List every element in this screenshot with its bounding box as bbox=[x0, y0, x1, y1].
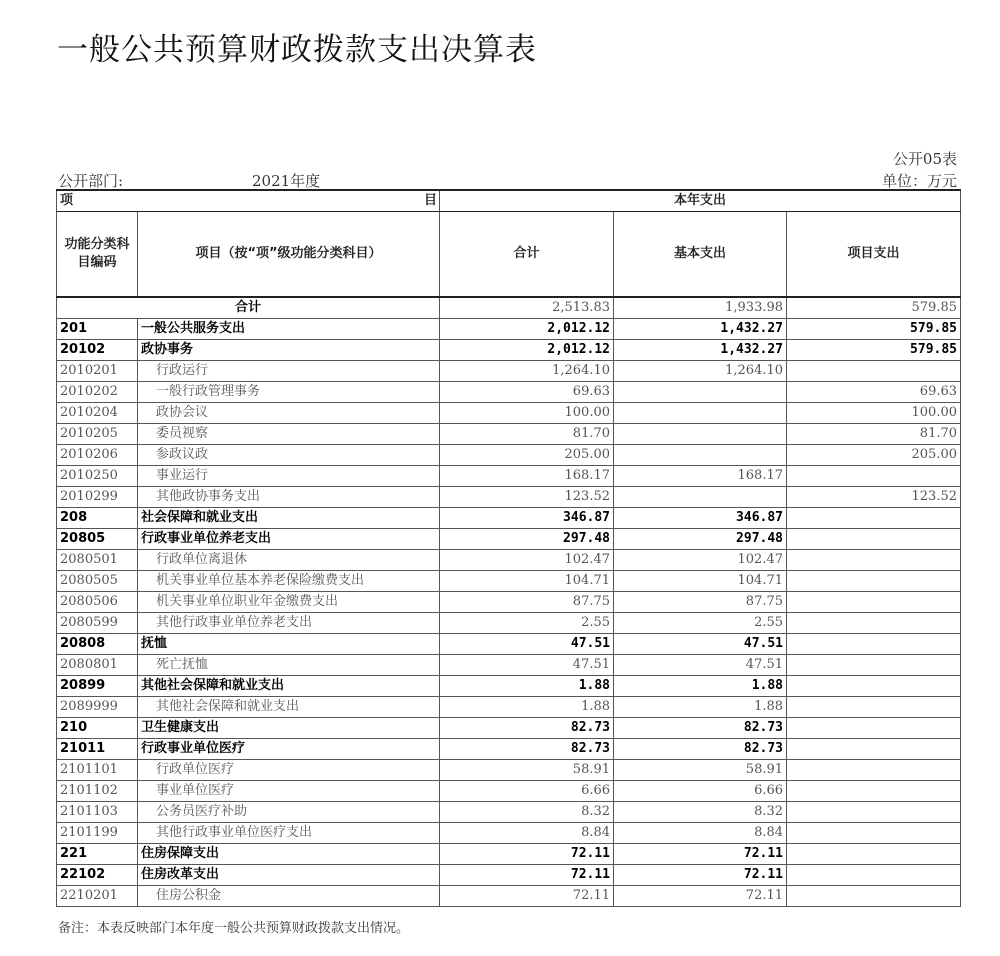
header-project: 项目支出 bbox=[787, 212, 961, 298]
row-code: 2080501 bbox=[57, 550, 138, 571]
row-basic bbox=[614, 424, 787, 445]
row-project bbox=[787, 592, 961, 613]
row-name: 其他社会保障和就业支出 bbox=[138, 697, 440, 718]
row-basic: 2.55 bbox=[614, 613, 787, 634]
row-code: 2101103 bbox=[57, 802, 138, 823]
row-total: 1.88 bbox=[440, 697, 614, 718]
row-project: 81.70 bbox=[787, 424, 961, 445]
row-project bbox=[787, 676, 961, 697]
row-name: 一般公共服务支出 bbox=[138, 319, 440, 340]
total-label: 合计 bbox=[57, 297, 440, 319]
row-code: 2101101 bbox=[57, 760, 138, 781]
row-basic: 82.73 bbox=[614, 739, 787, 760]
header-total: 合计 bbox=[440, 212, 614, 298]
row-basic bbox=[614, 403, 787, 424]
row-code: 2080505 bbox=[57, 571, 138, 592]
row-name: 事业运行 bbox=[138, 466, 440, 487]
row-total: 69.63 bbox=[440, 382, 614, 403]
row-basic: 6.66 bbox=[614, 781, 787, 802]
table-row bbox=[57, 361, 961, 382]
header-item: 项目（按“项”级功能分类科目） bbox=[138, 212, 440, 298]
row-name: 行政运行 bbox=[138, 361, 440, 382]
row-basic: 1,432.27 bbox=[614, 319, 787, 340]
row-total: 72.11 bbox=[440, 886, 614, 907]
table-row bbox=[57, 403, 961, 424]
fiscal-year: 2021年度 bbox=[252, 172, 321, 190]
row-name: 行政事业单位医疗 bbox=[138, 739, 440, 760]
table-row bbox=[57, 865, 961, 886]
row-name: 其他行政事业单位养老支出 bbox=[138, 613, 440, 634]
row-project bbox=[787, 760, 961, 781]
table-row bbox=[57, 424, 961, 445]
row-code: 2080599 bbox=[57, 613, 138, 634]
row-code: 22102 bbox=[57, 865, 138, 886]
row-name: 机关事业单位基本养老保险缴费支出 bbox=[138, 571, 440, 592]
row-total: 47.51 bbox=[440, 655, 614, 676]
row-project: 123.52 bbox=[787, 487, 961, 508]
row-name: 委员视察 bbox=[138, 424, 440, 445]
footnote: 备注：本表反映部门本年度一般公共预算财政拨款支出情况。 bbox=[58, 921, 410, 936]
row-basic: 1,264.10 bbox=[614, 361, 787, 382]
page-title: 一般公共预算财政拨款支出决算表 bbox=[57, 32, 537, 68]
header-this-year: 本年支出 bbox=[440, 190, 961, 212]
row-basic: 47.51 bbox=[614, 655, 787, 676]
row-basic bbox=[614, 382, 787, 403]
row-name: 其他社会保障和就业支出 bbox=[138, 676, 440, 697]
row-total: 2.55 bbox=[440, 613, 614, 634]
row-project bbox=[787, 613, 961, 634]
row-project: 100.00 bbox=[787, 403, 961, 424]
table-row bbox=[57, 319, 961, 340]
row-code: 2010205 bbox=[57, 424, 138, 445]
row-code: 20899 bbox=[57, 676, 138, 697]
row-code: 2101199 bbox=[57, 823, 138, 844]
unit-label: 单位：万元 bbox=[881, 172, 957, 190]
row-project bbox=[787, 571, 961, 592]
row-code: 2010201 bbox=[57, 361, 138, 382]
row-total: 346.87 bbox=[440, 508, 614, 529]
row-total: 6.66 bbox=[440, 781, 614, 802]
row-project bbox=[787, 634, 961, 655]
table-row bbox=[57, 655, 961, 676]
row-code: 2080801 bbox=[57, 655, 138, 676]
table-row bbox=[57, 844, 961, 865]
row-name: 事业单位医疗 bbox=[138, 781, 440, 802]
table-row bbox=[57, 550, 961, 571]
row-code: 21011 bbox=[57, 739, 138, 760]
row-total: 123.52 bbox=[440, 487, 614, 508]
header-row-2 bbox=[57, 212, 961, 298]
row-name: 住房保障支出 bbox=[138, 844, 440, 865]
row-code: 2080506 bbox=[57, 592, 138, 613]
table-row bbox=[57, 802, 961, 823]
header-xiang: 项 bbox=[60, 193, 74, 208]
row-project bbox=[787, 802, 961, 823]
row-name: 公务员医疗补助 bbox=[138, 802, 440, 823]
row-code: 2010204 bbox=[57, 403, 138, 424]
table-row bbox=[57, 697, 961, 718]
row-code: 20808 bbox=[57, 634, 138, 655]
table-row bbox=[57, 466, 961, 487]
row-project: 205.00 bbox=[787, 445, 961, 466]
row-project: 579.85 bbox=[787, 319, 961, 340]
row-basic: 1.88 bbox=[614, 697, 787, 718]
row-basic: 8.84 bbox=[614, 823, 787, 844]
total-basic: 1,933.98 bbox=[614, 297, 787, 319]
row-name: 一般行政管理事务 bbox=[138, 382, 440, 403]
row-basic: 58.91 bbox=[614, 760, 787, 781]
row-project bbox=[787, 466, 961, 487]
row-total: 87.75 bbox=[440, 592, 614, 613]
row-code: 2010299 bbox=[57, 487, 138, 508]
row-basic: 82.73 bbox=[614, 718, 787, 739]
row-project bbox=[787, 361, 961, 382]
expenditure-table bbox=[56, 189, 961, 907]
row-project bbox=[787, 781, 961, 802]
row-basic: 297.48 bbox=[614, 529, 787, 550]
row-name: 行政单位离退休 bbox=[138, 550, 440, 571]
row-basic: 72.11 bbox=[614, 886, 787, 907]
row-total: 8.84 bbox=[440, 823, 614, 844]
row-total: 2,012.12 bbox=[440, 340, 614, 361]
row-project bbox=[787, 886, 961, 907]
row-total: 1.88 bbox=[440, 676, 614, 697]
table-row bbox=[57, 445, 961, 466]
row-project bbox=[787, 508, 961, 529]
row-name: 其他政协事务支出 bbox=[138, 487, 440, 508]
table-row bbox=[57, 529, 961, 550]
row-project bbox=[787, 718, 961, 739]
row-total: 82.73 bbox=[440, 718, 614, 739]
row-basic bbox=[614, 487, 787, 508]
row-code: 2101102 bbox=[57, 781, 138, 802]
total-project: 579.85 bbox=[787, 297, 961, 319]
table-row bbox=[57, 718, 961, 739]
form-number: 公开05表 bbox=[892, 150, 957, 168]
row-basic bbox=[614, 445, 787, 466]
row-total: 102.47 bbox=[440, 550, 614, 571]
row-project bbox=[787, 823, 961, 844]
header-row-1 bbox=[57, 190, 961, 212]
row-project: 69.63 bbox=[787, 382, 961, 403]
row-basic: 72.11 bbox=[614, 865, 787, 886]
table-row bbox=[57, 571, 961, 592]
row-name: 机关事业单位职业年金缴费支出 bbox=[138, 592, 440, 613]
table-row bbox=[57, 634, 961, 655]
row-basic: 104.71 bbox=[614, 571, 787, 592]
row-basic: 1.88 bbox=[614, 676, 787, 697]
row-name: 卫生健康支出 bbox=[138, 718, 440, 739]
row-project bbox=[787, 550, 961, 571]
row-name: 住房改革支出 bbox=[138, 865, 440, 886]
table-row bbox=[57, 592, 961, 613]
row-basic: 72.11 bbox=[614, 844, 787, 865]
table-row bbox=[57, 382, 961, 403]
row-name: 住房公积金 bbox=[138, 886, 440, 907]
row-basic: 102.47 bbox=[614, 550, 787, 571]
row-code: 2010206 bbox=[57, 445, 138, 466]
table-row bbox=[57, 781, 961, 802]
row-project bbox=[787, 529, 961, 550]
row-code: 20102 bbox=[57, 340, 138, 361]
row-total: 205.00 bbox=[440, 445, 614, 466]
row-code: 221 bbox=[57, 844, 138, 865]
row-code: 208 bbox=[57, 508, 138, 529]
table-row bbox=[57, 613, 961, 634]
header-basic: 基本支出 bbox=[614, 212, 787, 298]
row-name: 政协会议 bbox=[138, 403, 440, 424]
row-code: 2089999 bbox=[57, 697, 138, 718]
row-total: 8.32 bbox=[440, 802, 614, 823]
total-total: 2,513.83 bbox=[440, 297, 614, 319]
row-project bbox=[787, 697, 961, 718]
table-row bbox=[57, 487, 961, 508]
row-name: 死亡抚恤 bbox=[138, 655, 440, 676]
row-basic: 168.17 bbox=[614, 466, 787, 487]
row-code: 20805 bbox=[57, 529, 138, 550]
row-name: 抚恤 bbox=[138, 634, 440, 655]
row-project bbox=[787, 739, 961, 760]
row-total: 58.91 bbox=[440, 760, 614, 781]
table-row bbox=[57, 676, 961, 697]
row-total: 297.48 bbox=[440, 529, 614, 550]
row-name: 政协事务 bbox=[138, 340, 440, 361]
row-total: 1,264.10 bbox=[440, 361, 614, 382]
row-name: 参政议政 bbox=[138, 445, 440, 466]
table-row bbox=[57, 340, 961, 361]
row-total: 2,012.12 bbox=[440, 319, 614, 340]
row-total: 104.71 bbox=[440, 571, 614, 592]
row-total: 100.00 bbox=[440, 403, 614, 424]
total-row bbox=[57, 297, 961, 319]
row-name: 行政单位医疗 bbox=[138, 760, 440, 781]
row-code: 210 bbox=[57, 718, 138, 739]
row-name: 社会保障和就业支出 bbox=[138, 508, 440, 529]
table-row bbox=[57, 886, 961, 907]
row-total: 72.11 bbox=[440, 844, 614, 865]
row-code: 201 bbox=[57, 319, 138, 340]
row-basic: 47.51 bbox=[614, 634, 787, 655]
row-project bbox=[787, 655, 961, 676]
row-total: 82.73 bbox=[440, 739, 614, 760]
row-project: 579.85 bbox=[787, 340, 961, 361]
row-basic: 87.75 bbox=[614, 592, 787, 613]
row-project bbox=[787, 844, 961, 865]
row-name: 行政事业单位养老支出 bbox=[138, 529, 440, 550]
row-name: 其他行政事业单位医疗支出 bbox=[138, 823, 440, 844]
row-project bbox=[787, 865, 961, 886]
header-code: 功能分类科目编码 bbox=[57, 212, 138, 298]
row-basic: 346.87 bbox=[614, 508, 787, 529]
row-basic: 8.32 bbox=[614, 802, 787, 823]
row-code: 2010250 bbox=[57, 466, 138, 487]
table-row bbox=[57, 739, 961, 760]
row-total: 168.17 bbox=[440, 466, 614, 487]
row-code: 2010202 bbox=[57, 382, 138, 403]
table-row bbox=[57, 760, 961, 781]
header-mu: 目 bbox=[424, 193, 438, 208]
row-total: 72.11 bbox=[440, 865, 614, 886]
row-total: 47.51 bbox=[440, 634, 614, 655]
row-code: 2210201 bbox=[57, 886, 138, 907]
row-total: 81.70 bbox=[440, 424, 614, 445]
table-row bbox=[57, 823, 961, 844]
department-label: 公开部门: bbox=[58, 172, 124, 190]
table-row bbox=[57, 508, 961, 529]
row-basic: 1,432.27 bbox=[614, 340, 787, 361]
header-item-cell bbox=[57, 190, 440, 212]
